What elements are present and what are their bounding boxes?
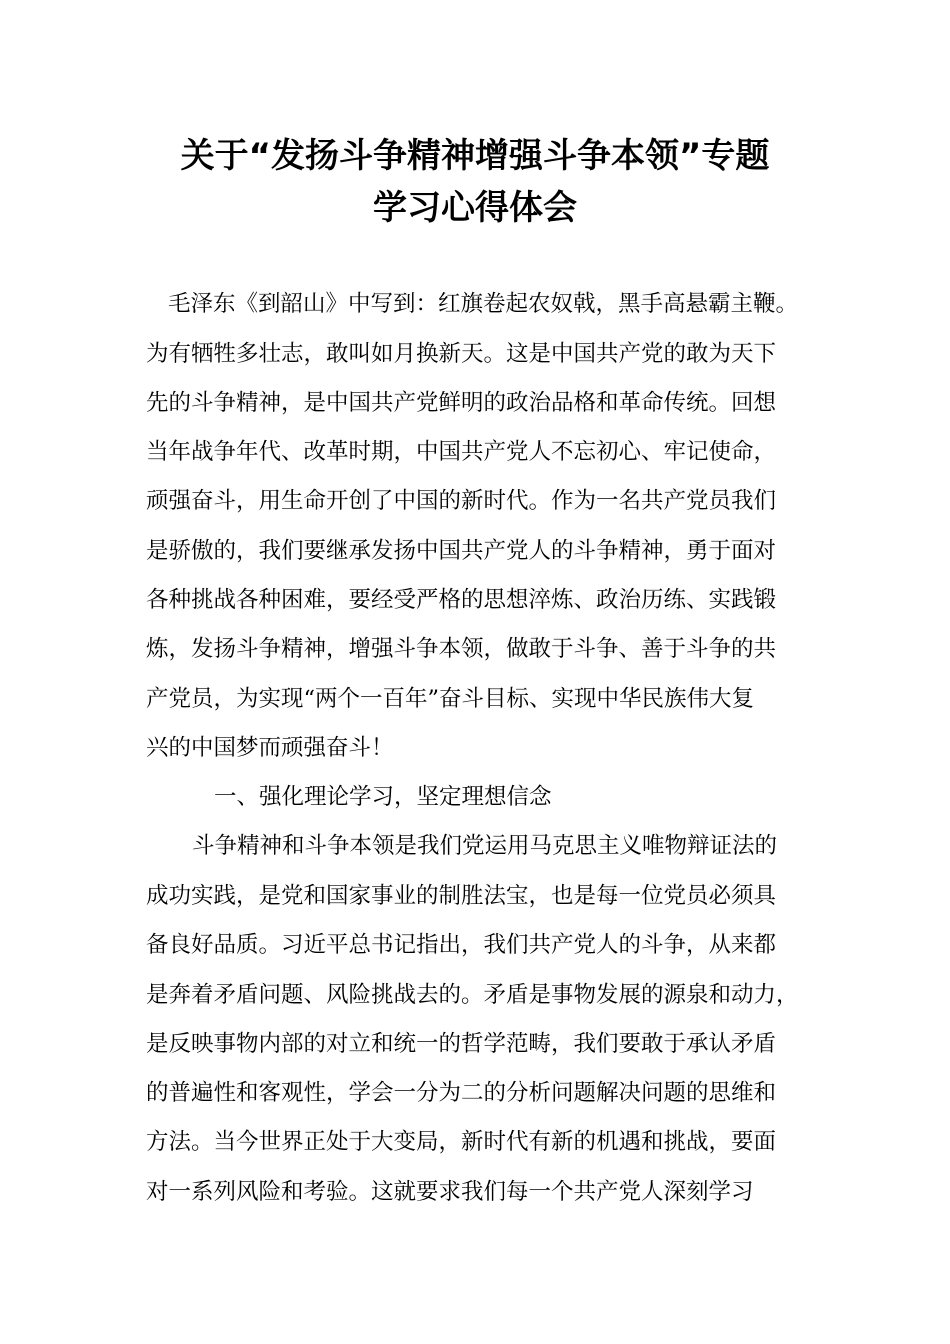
body-line: 炼，发扬斗争精神，增强斗争本领，做敢于斗争、善于斗争的共 (146, 636, 777, 662)
document-title-line-1: 关于“发扬斗争精神增强斗争本领”专题 (180, 136, 770, 176)
document-title-line-2: 学习心得体会 (373, 188, 577, 228)
body-line: 是反映事物内部的对立和统一的哲学范畴，我们要敢于承认矛盾 (146, 1031, 777, 1057)
section-heading: 一、强化理论学习，坚定理想信念 (214, 784, 552, 810)
body-line: 对一系列风险和考验。这就要求我们每一个共产党人深刻学习 (146, 1179, 754, 1205)
body-line: 是骄傲的，我们要继承发扬中国共产党人的斗争精神，勇于面对 (146, 538, 777, 564)
body-line: 斗争精神和斗争本领是我们党运用马克思主义唯物辩证法的 (192, 833, 778, 859)
body-line: 先的斗争精神，是中国共产党鲜明的政治品格和革命传统。回想 (146, 390, 777, 416)
body-line: 的普遍性和客观性，学会一分为二的分析问题解决问题的思维和 (146, 1080, 777, 1106)
body-line: 当年战争年代、改革时期，中国共产党人不忘初心、牢记使命， (146, 439, 777, 465)
body-line: 顽强奋斗，用生命开创了中国的新时代。作为一名共产党员我们 (146, 488, 777, 514)
body-line: 各种挑战各种困难，要经受严格的思想淬炼、政治历练、实践锻 (146, 587, 777, 613)
body-line: 为有牺牲多壮志，敢叫如月换新天。这是中国共产党的敢为天下 (146, 341, 777, 367)
body-line: 产党员，为实现“两个一百年”奋斗目标、实现中华民族伟大复 (146, 686, 755, 712)
body-line: 方法。当今世界正处于大变局，新时代有新的机遇和挑战，要面 (146, 1129, 777, 1155)
body-line: 兴的中国梦而顽强奋斗！ (146, 735, 394, 761)
body-line: 毛泽东《到韶山》中写到：红旗卷起农奴戟，黑手高悬霸主鞭。 (168, 291, 799, 317)
body-line: 成功实践，是党和国家事业的制胜法宝，也是每一位党员必须具 (146, 883, 777, 909)
body-line: 备良好品质。习近平总书记指出，我们共产党人的斗争，从来都 (146, 932, 777, 958)
body-line: 是奔着矛盾问题、风险挑战去的。矛盾是事物发展的源泉和动力， (146, 982, 799, 1008)
